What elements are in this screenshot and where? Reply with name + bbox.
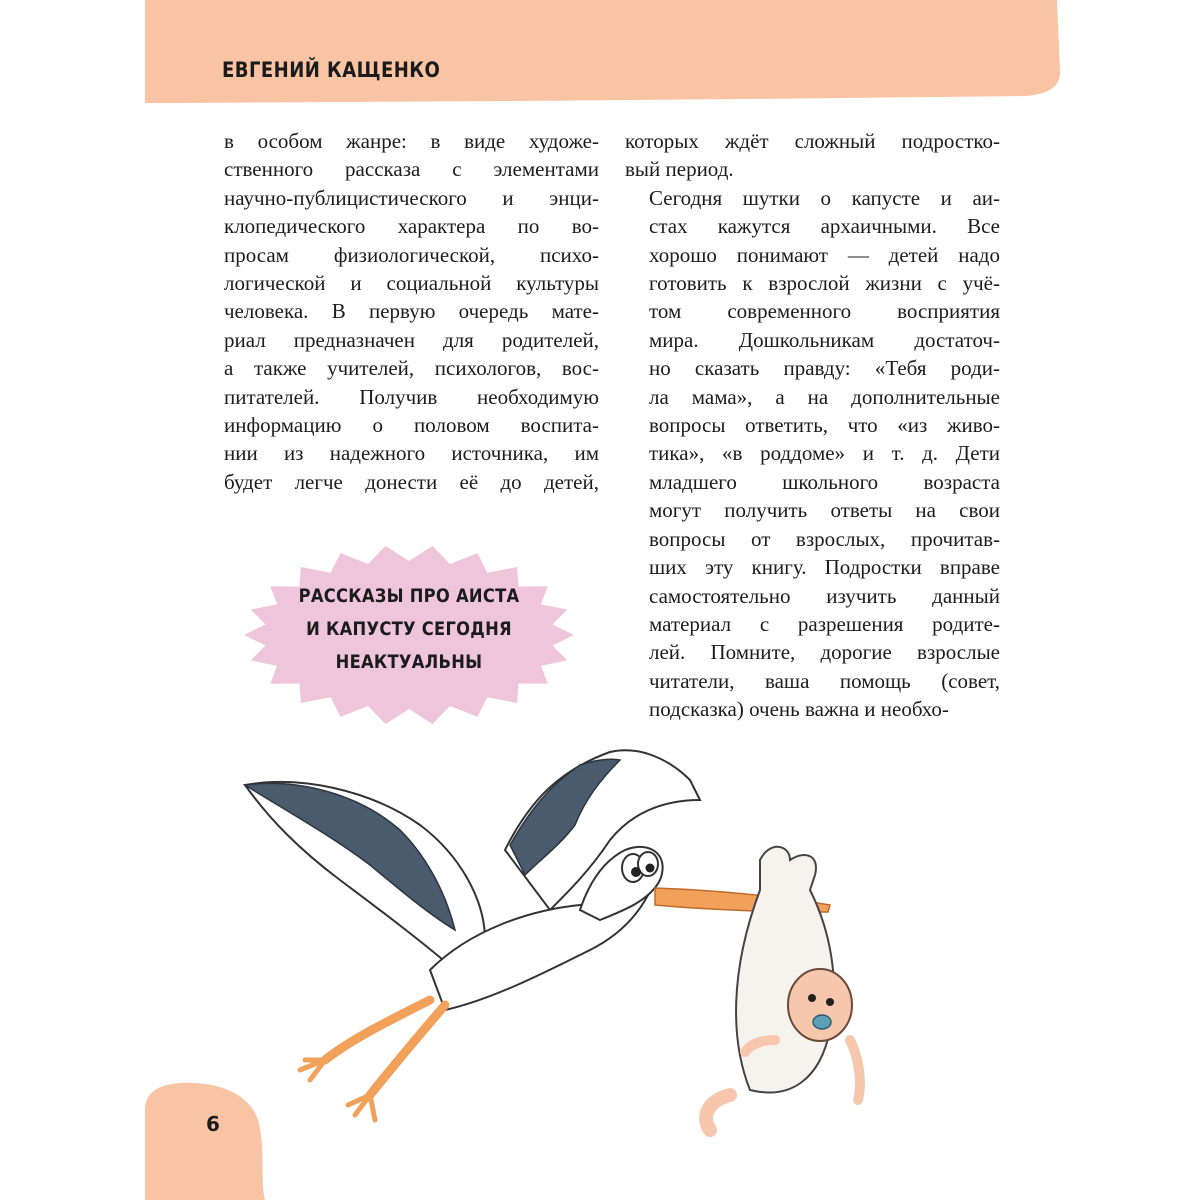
text-line: научно-публицистического и энци- [224,185,599,210]
header-band [145,0,1200,104]
text-line: могут получить ответы на свои [649,498,1000,523]
text-column-right [625,127,1000,724]
text-line: подсказка) очень важна и необхо- [649,697,949,722]
text-line: мира. Дошкольникам достаточ- [649,327,1000,352]
author-name: ЕВГЕНИЙ КАЩЕНКО [222,58,441,82]
text-line: лей. Помните, дорогие взрослые [649,640,1000,665]
text-line: будет легче донести её до детей, [224,469,599,494]
paragraph [625,184,1000,724]
stork-illustration [230,740,870,1180]
text-line: а также учителей, психологов, вос- [224,356,599,381]
text-line: вопросы ответить, что «из живо- [649,413,1000,438]
paragraph [625,127,1000,184]
text-line: клопедического характера по во- [224,214,599,239]
text-line: вопросы от взрослых, прочитав- [649,526,1000,551]
text-line: информацию о половом воспита- [224,413,599,438]
text-line: самостоятельно изучить данный [649,583,1000,608]
text-line: Сегодня шутки о капусте и аи- [649,185,1000,210]
text-line: которых ждёт сложный подростко- [625,129,1000,153]
text-line: том современного восприятия [649,299,1000,324]
text-line: но сказать правду: «Тебя роди- [649,356,1000,381]
page-number-tab [140,1080,280,1200]
text-line: ших эту книгу. Подростки вправе [649,555,1000,580]
text-line: питателей. Получив необходимую [224,384,599,409]
paragraph [224,127,599,496]
callout-text [244,580,574,679]
text-line: ственного рассказа с элементами [224,157,599,182]
text-line: хорошо понимают — детей надо [649,242,1000,267]
callout-line: НЕАКТУАЛЬНЫ [335,651,483,673]
text-line: риал предназначен для родителей, [224,327,599,352]
text-line: тика», «в роддоме» и т. д. Дети [649,441,1000,466]
text-line: нии из надежного источника, им [224,441,599,466]
callout-line: И КАПУСТУ СЕГОДНЯ [306,618,512,640]
text-line: младшего школьного возраста [649,469,1000,494]
text-line: ла мама», а на дополнительные [649,384,1000,409]
page-number: 6 [206,1112,220,1136]
text-column-left [224,127,599,496]
text-line: готовить к взрослой жизни с учё- [649,271,1000,296]
text-line: вый период. [625,157,734,182]
text-line: просам физиологической, психо- [224,242,599,267]
text-line: материал с разрешения родите- [649,611,1000,636]
callout-line: РАССКАЗЫ ПРО АИСТА [298,585,520,607]
text-line: в особом жанре: в виде художе- [224,129,599,153]
text-line: логической и социальной культуры [224,271,599,296]
text-line: человека. В первую очередь мате- [224,299,599,324]
text-line: стах кажутся архаичными. Все [649,214,1000,239]
text-line: читатели, ваша помощь (совет, [649,668,1000,693]
